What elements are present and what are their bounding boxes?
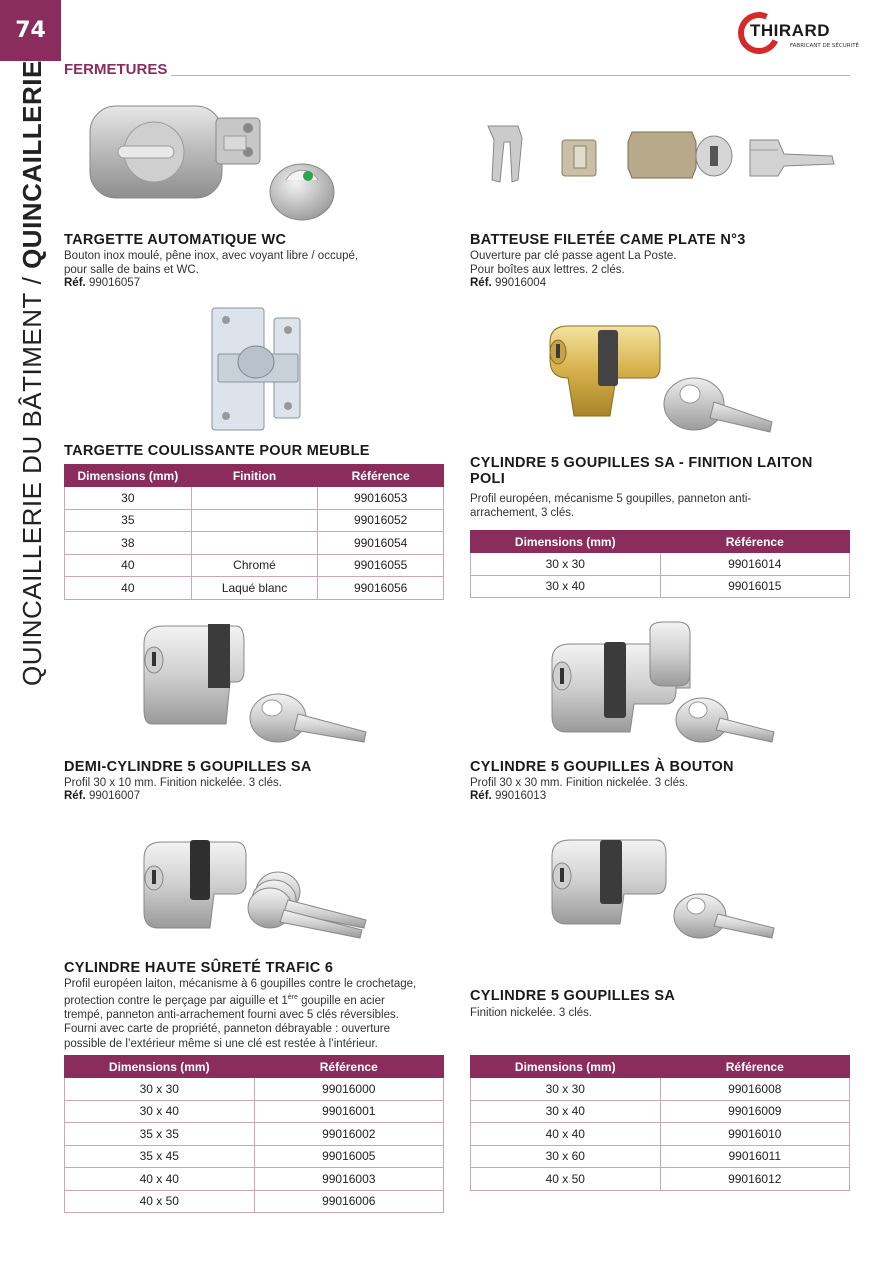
table-cell: 40	[65, 554, 192, 577]
description-line: Profil européen, mécanisme 5 goupilles, panneton anti-	[470, 493, 752, 505]
table-cell: 35 x 45	[65, 1145, 255, 1168]
table-cell: 99016011	[660, 1145, 849, 1168]
table-row	[471, 1078, 850, 1101]
table-row	[65, 1168, 444, 1191]
description-line: Ouverture par clé passe agent La Poste.	[470, 250, 677, 262]
batteuse-image	[482, 120, 837, 192]
table-header-row	[471, 531, 850, 553]
reference-label: Réf.	[64, 277, 86, 289]
column-header: Référence	[318, 465, 444, 487]
description-line	[64, 991, 416, 1008]
table-cell: 99016005	[254, 1145, 443, 1168]
cylindre-laiton-image	[544, 322, 776, 438]
brand-logo	[738, 12, 858, 56]
section-title: FERMETURES	[64, 61, 171, 78]
table-row	[65, 1100, 444, 1123]
table-cell: 35	[65, 509, 192, 532]
title-line: POLI	[470, 471, 506, 487]
brand-name: THIRARD	[750, 21, 830, 40]
column-header: Dimensions (mm)	[65, 465, 192, 487]
description-line: trempé, panneton anti-arrachement fourni avec 5 clés réversibles.	[64, 1009, 399, 1022]
column-header: Référence	[660, 531, 849, 553]
description-line: Bouton inox moulé, pêne inox, avec voyant libre / occupé,	[64, 250, 359, 262]
table-cell: 99016010	[660, 1123, 849, 1146]
trafic6-table	[64, 1055, 444, 1213]
table-row	[65, 1123, 444, 1146]
table-cell: 99016053	[318, 487, 444, 510]
cylindre-bouton-image	[546, 620, 778, 748]
product-title	[470, 455, 813, 487]
table-cell	[191, 487, 318, 510]
cylindre-laiton-table	[470, 530, 850, 598]
table-cell: 99016009	[660, 1100, 849, 1123]
reference-label: Réf.	[64, 790, 86, 802]
product-reference	[64, 790, 140, 802]
table-cell: 99016054	[318, 532, 444, 555]
product-title: DEMI-CYLINDRE 5 GOUPILLES SA	[64, 759, 312, 775]
cylindre-sa-image	[546, 832, 778, 944]
product-description	[470, 776, 688, 790]
table-cell: 30 x 60	[471, 1145, 661, 1168]
table-cell: 99016000	[254, 1078, 443, 1101]
table-cell: 30	[65, 487, 192, 510]
product-description	[470, 1006, 592, 1020]
product-description	[470, 249, 676, 277]
side-title-category: QUINCAILLERIE DU BÂTIMENT	[16, 292, 47, 686]
table-cell: 35 x 35	[65, 1123, 255, 1146]
section-divider	[64, 75, 850, 76]
table-row	[471, 1100, 850, 1123]
page-number: 74	[0, 0, 61, 61]
side-title	[14, 60, 50, 686]
table-cell: 40 x 40	[65, 1168, 255, 1191]
side-title-section: QUINCAILLERIE	[16, 60, 47, 269]
description-line: Finition nickelée. 3 clés.	[470, 1007, 593, 1019]
table-cell: Chromé	[191, 554, 318, 577]
targette-meuble-image	[204, 302, 306, 432]
table-row	[65, 1078, 444, 1101]
column-header: Dimensions (mm)	[471, 1056, 661, 1078]
table-row	[65, 1190, 444, 1213]
reference-value: 99016013	[494, 790, 547, 802]
table-cell: 40 x 50	[65, 1190, 255, 1213]
ordinal-superscript: ère	[287, 994, 298, 1002]
table-cell: 99016012	[660, 1168, 849, 1191]
reference-value: 99016057	[88, 277, 141, 289]
table-cell: 30 x 30	[471, 553, 661, 576]
table-cell: 99016015	[660, 575, 849, 598]
product-description	[64, 249, 358, 277]
table-cell: 99016055	[318, 554, 444, 577]
description-line: Profil 30 x 10 mm. Finition nickelée. 3 clés.	[64, 777, 282, 789]
table-cell: 99016056	[318, 577, 444, 600]
table-cell: 99016052	[318, 509, 444, 532]
column-header: Finition	[191, 465, 318, 487]
product-reference	[64, 277, 140, 289]
table-cell: 99016003	[254, 1168, 443, 1191]
product-title: TARGETTE AUTOMATIQUE WC	[64, 232, 287, 248]
table-cell: 99016002	[254, 1123, 443, 1146]
table-cell: 30 x 40	[471, 1100, 661, 1123]
table-row	[65, 554, 444, 577]
targette-wc-image	[88, 100, 338, 222]
description-line: Pour boîtes aux lettres. 2 clés.	[470, 264, 625, 277]
product-title: CYLINDRE 5 GOUPILLES À BOUTON	[470, 759, 734, 775]
description-line: pour salle de bains et WC.	[64, 264, 199, 277]
targette-meuble-table	[64, 464, 444, 600]
title-line: CYLINDRE 5 GOUPILLES SA - FINITION LAITON	[470, 455, 813, 471]
reference-value: 99016007	[88, 790, 141, 802]
product-reference	[470, 277, 546, 289]
table-cell: Laqué blanc	[191, 577, 318, 600]
table-cell: 99016001	[254, 1100, 443, 1123]
demi-cylindre-image	[138, 620, 370, 748]
trafic6-image	[138, 836, 370, 944]
table-row	[65, 577, 444, 600]
table-header-row	[65, 465, 444, 487]
table-cell: 40 x 40	[471, 1123, 661, 1146]
column-header: Dimensions (mm)	[471, 531, 661, 553]
brand-tagline: FABRICANT DE SÉCURITÉ	[790, 43, 860, 49]
table-cell	[191, 509, 318, 532]
table-cell: 99016006	[254, 1190, 443, 1213]
table-cell: 30 x 40	[65, 1100, 255, 1123]
reference-label: Réf.	[470, 277, 492, 289]
table-row	[65, 487, 444, 510]
reference-value: 99016004	[494, 277, 547, 289]
description-fragment: goupille en acier	[297, 995, 385, 1008]
product-description	[64, 977, 416, 1051]
table-cell: 30 x 30	[471, 1078, 661, 1101]
table-cell: 30 x 40	[471, 575, 661, 598]
table-cell: 40	[65, 577, 192, 600]
description-line: Profil européen laiton, mécanisme à 6 goupilles contre le crochetage,	[64, 978, 417, 990]
product-description	[64, 776, 282, 790]
table-row	[471, 1123, 850, 1146]
table-cell: 99016014	[660, 553, 849, 576]
cylindre-sa-table	[470, 1055, 850, 1191]
table-header-row	[65, 1056, 444, 1078]
description-line: arrachement, 3 clés.	[470, 507, 575, 520]
reference-label: Réf.	[470, 790, 492, 802]
table-row	[65, 532, 444, 555]
description-line: Fourni avec carte de propriété, panneton débrayable : ouverture	[64, 1023, 391, 1036]
product-description	[470, 492, 751, 520]
product-title: TARGETTE COULISSANTE POUR MEUBLE	[64, 443, 370, 459]
table-row	[471, 1168, 850, 1191]
product-title: CYLINDRE 5 GOUPILLES SA	[470, 988, 676, 1004]
table-cell: 38	[65, 532, 192, 555]
column-header: Référence	[660, 1056, 849, 1078]
product-title: BATTEUSE FILETÉE CAME PLATE N°3	[470, 232, 746, 248]
table-row	[471, 575, 850, 598]
description-fragment: protection contre le perçage par aiguille et 1	[64, 995, 288, 1008]
table-cell: 40 x 50	[471, 1168, 661, 1191]
column-header: Dimensions (mm)	[65, 1056, 255, 1078]
product-title: CYLINDRE HAUTE SÛRETÉ TRAFIC 6	[64, 960, 334, 976]
table-row	[65, 1145, 444, 1168]
table-row	[471, 553, 850, 576]
table-cell: 99016008	[660, 1078, 849, 1101]
column-header: Référence	[254, 1056, 443, 1078]
side-title-separator: /	[16, 268, 47, 293]
description-line: possible de l’extérieur même si une clé est restée à l’intérieur.	[64, 1037, 378, 1050]
description-line: Profil 30 x 30 mm. Finition nickelée. 3 clés.	[470, 777, 688, 789]
table-header-row	[471, 1056, 850, 1078]
product-reference	[470, 790, 546, 802]
table-cell: 30 x 30	[65, 1078, 255, 1101]
table-row	[65, 509, 444, 532]
table-cell	[191, 532, 318, 555]
table-row	[471, 1145, 850, 1168]
